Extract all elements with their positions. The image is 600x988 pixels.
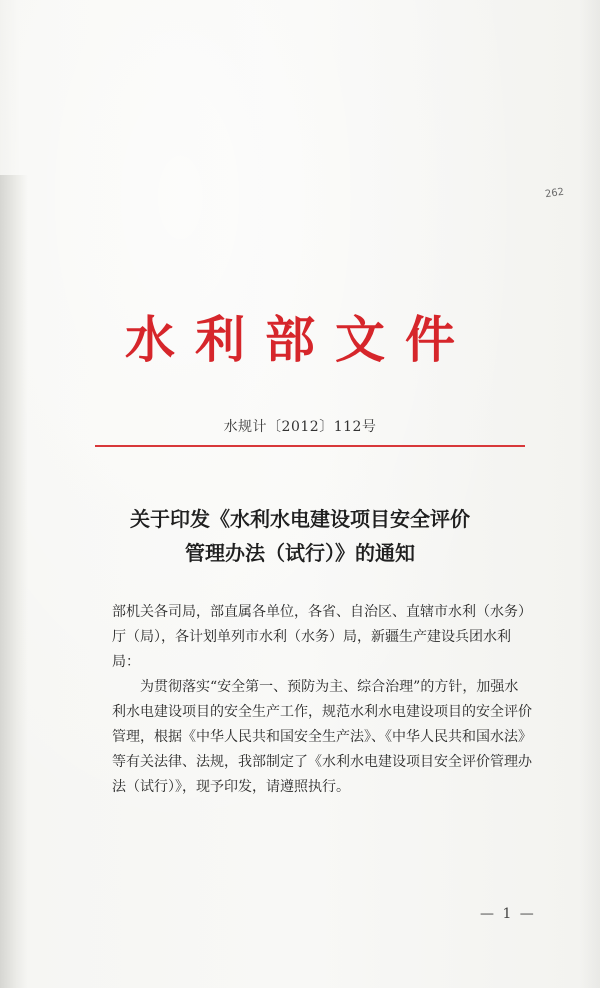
notice-body [112,600,532,800]
body-paragraph-1: 为贯彻落实“安全第一、预防为主、综合治理”的方针，加强水利水电建设项目的安全生产工作，规范水利水电建设项目的安全评价管理，根据《中华人民共和国安全生产法》、《中华人民共和国水法》等有关法律、法规，我部制定了《水利水电建设项目安全评价管理办法（试行）》，现予印发，请遵照执行。 [112,679,532,795]
faint-stamp-mark [230,266,350,276]
page-number: — 1 — [480,906,536,922]
scan-edge-shadow [0,175,28,988]
header-red-rule [95,445,525,447]
addressee-paragraph: 部机关各司局，部直属各单位，各省、自治区、直辖市水利（水务）厅（局），各计划单列市水利（水务）局，新疆生产建设兵团水利局： [112,604,532,670]
notice-title [0,502,600,570]
document-header-title: 水利部文件 [125,310,475,369]
notice-title-line-1: 关于印发《水利水电建设项目安全评价 [130,507,470,531]
handwritten-page-mark: 262 [544,186,565,201]
notice-title-line-2: 管理办法（试行）》的通知 [185,541,415,565]
document-number: 水规计〔2012〕112号 [223,419,377,435]
